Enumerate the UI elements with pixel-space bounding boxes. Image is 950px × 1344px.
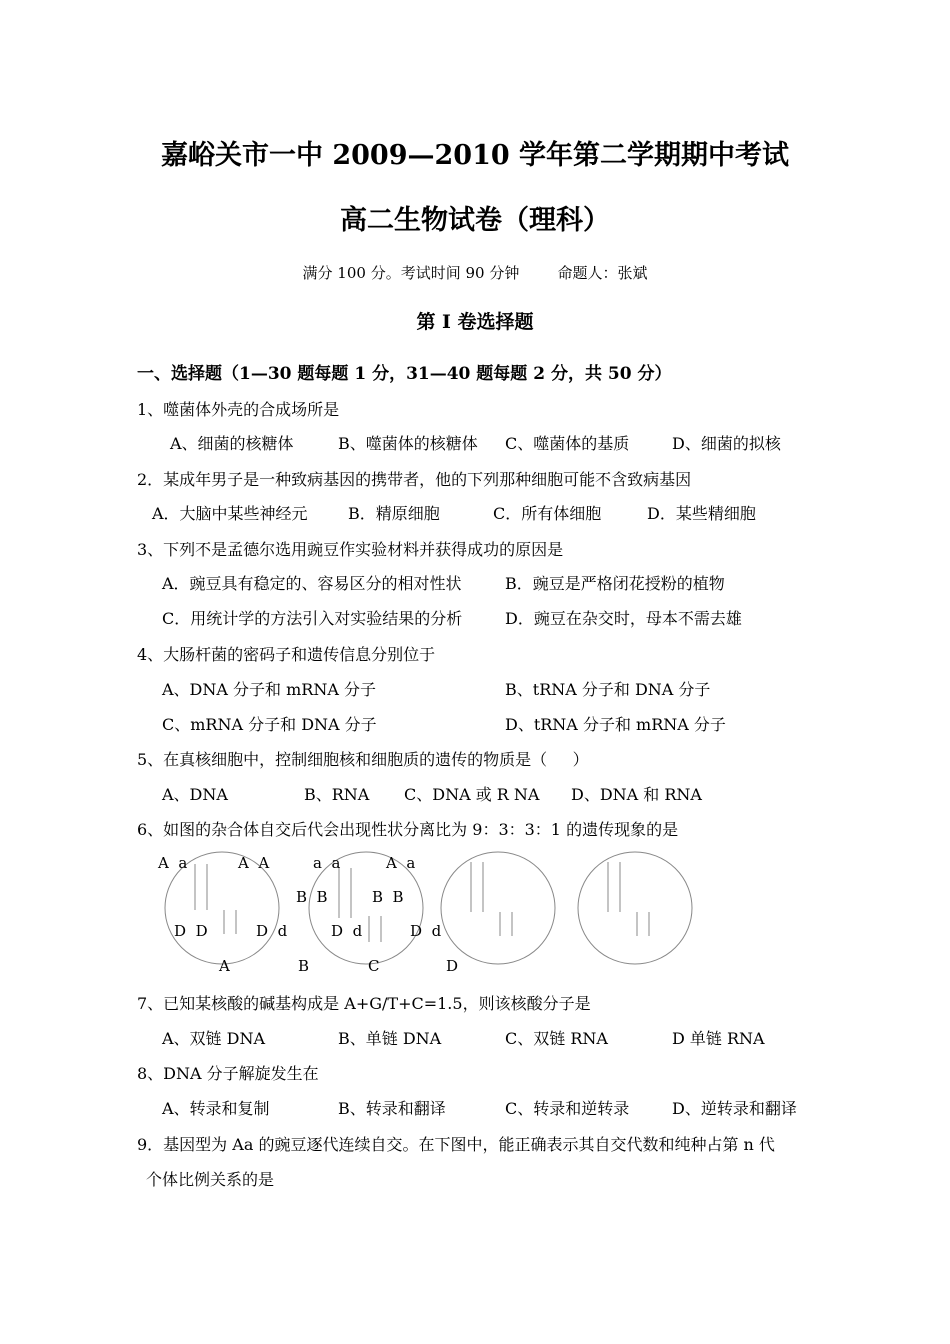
gene-label: B B: [372, 888, 404, 906]
option-b: B．精原细胞: [348, 504, 440, 523]
gene-label: D d: [256, 922, 288, 940]
option-d: D 单链 RNA: [672, 1029, 765, 1048]
figure-letter: B: [298, 957, 310, 975]
cell-circle-c: [441, 852, 555, 964]
option-d: D．豌豆在杂交时，母本不需去雄: [505, 609, 742, 628]
option-a: A、DNA: [162, 785, 228, 804]
gene-label: A a: [386, 854, 416, 872]
question-stem: 3、下列不是孟德尔选用豌豆作实验材料并获得成功的原因是: [137, 540, 564, 559]
option-d: D、逆转录和翻译: [672, 1099, 797, 1118]
question-stem: 9．基因型为 Aa 的豌豆逐代连续自交。在下图中，能正确表示其自交代数和纯种占第 n 代: [137, 1135, 775, 1154]
question-stem: 4、大肠杆菌的密码子和遗传信息分别位于: [137, 645, 436, 664]
question-stem: 5、在真核细胞中，控制细胞核和细胞质的遗传的物质是（ ）: [137, 750, 589, 769]
cell-circle-d: [578, 852, 692, 964]
option-a: A、转录和复制: [162, 1099, 270, 1118]
option-d: D．某些精细胞: [647, 504, 756, 523]
option-b: B、单链 DNA: [338, 1029, 442, 1048]
option-d: D、DNA 和 RNA: [571, 785, 702, 804]
gene-label: D d: [331, 922, 363, 940]
question-stem: 2．某成年男子是一种致病基因的携带者，他的下列那种细胞可能不含致病基因: [137, 470, 692, 489]
gene-label: B B: [296, 888, 328, 906]
option-a: A．大脑中某些神经元: [152, 504, 308, 523]
question-stem: 6、如图的杂合体自交后代会出现性状分离比为 9：3：3：1 的遗传现象的是: [137, 820, 679, 839]
question-stem: 1、噬菌体外壳的合成场所是: [137, 400, 340, 419]
gene-label: D d: [410, 922, 442, 940]
option-a: A、DNA 分子和 mRNA 分子: [162, 680, 376, 699]
figure-letter: C: [368, 957, 380, 975]
option-c: C、双链 RNA: [505, 1029, 608, 1048]
volume-heading: 第 I 卷选择题: [416, 311, 534, 333]
figure-letter: A: [219, 957, 230, 975]
cell-diagram-figure: [150, 846, 710, 976]
gene-label: A a: [158, 854, 188, 872]
option-a: A．豌豆具有稳定的、容易区分的相对性状: [162, 574, 462, 593]
option-b: B．豌豆是严格闭花授粉的植物: [505, 574, 725, 593]
exam-subtitle: 高二生物试卷（理科）: [340, 205, 610, 236]
option-d: D、细菌的拟核: [672, 434, 781, 453]
gene-label: a a: [313, 854, 341, 872]
option-b: B、tRNA 分子和 DNA 分子: [505, 680, 711, 699]
question-stem: 7、已知某核酸的碱基构成是 A+G/T+C=1.5，则该核酸分子是: [137, 994, 591, 1013]
section-heading: 一、选择题（1—30 题每题 1 分，31—40 题每题 2 分，共 50 分）: [137, 364, 672, 384]
figure-letter: D: [446, 957, 459, 975]
option-c: C、DNA 或 R NA: [404, 785, 540, 804]
gene-label: A A: [238, 854, 270, 872]
option-c: C．所有体细胞: [493, 504, 602, 523]
option-c: C．用统计学的方法引入对实验结果的分析: [162, 609, 463, 628]
option-c: C、噬菌体的基质: [505, 434, 630, 453]
option-c: C、mRNA 分子和 DNA 分子: [162, 715, 377, 734]
option-c: C、转录和逆转录: [505, 1099, 630, 1118]
option-b: B、转录和翻译: [338, 1099, 446, 1118]
gene-label: D D: [174, 922, 208, 940]
option-b: B、噬菌体的核糖体: [338, 434, 478, 453]
exam-meta: 满分 100 分。考试时间 90 分钟 命题人：张斌: [302, 264, 648, 282]
option-a: A、细菌的核糖体: [170, 434, 294, 453]
option-b: B、RNA: [304, 785, 370, 804]
exam-title: 嘉峪关市一中 2009—2010 学年第二学期期中考试: [160, 140, 790, 171]
question-stem-continued: 个体比例关系的是: [146, 1170, 275, 1189]
option-a: A、双链 DNA: [162, 1029, 266, 1048]
question-stem: 8、DNA 分子解旋发生在: [137, 1064, 319, 1083]
option-d: D、tRNA 分子和 mRNA 分子: [505, 715, 726, 734]
